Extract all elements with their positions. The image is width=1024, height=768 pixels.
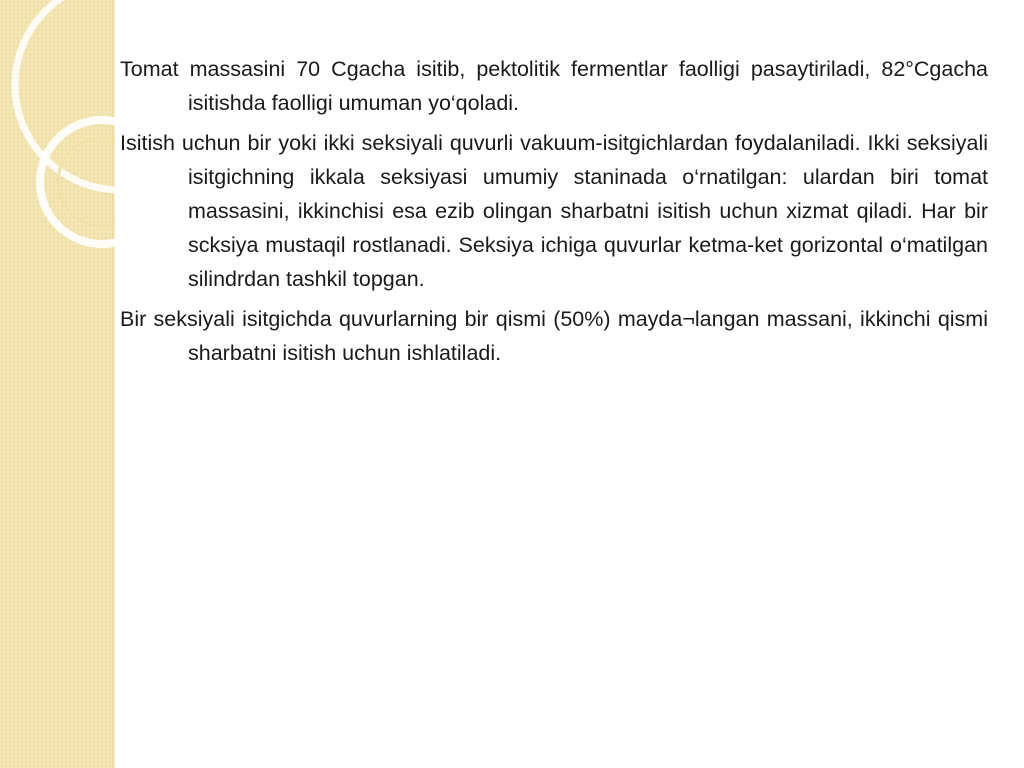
paragraph-single-section-heater: Bir seksiyali isitgichda quvurlarning bir qismi (50%) mayda¬langan massani, ikkinchi qismi sharbatni isitish uchun ishlatiladi. xyxy=(120,307,988,365)
decorative-ring-large xyxy=(15,0,115,190)
paragraph-heating-temperature: Tomat massasini 70 Cgacha isitib, pektolitik fermentlar faolligi pasaytiriladi, 82°Cgacha isitishda faolligi umuman yo‘qoladi. xyxy=(120,57,988,115)
paragraph-vacuum-heaters: Isitish uchun bir yoki ikki seksiyali quvurli vakuum-isitgichlardan foydalaniladi. Ikki seksiyali isitgichning ikkala seksiyasi umumiy staninada o‘rnatilgan: ulardan biri tomat massasini, ikkinchisi esa ezib olingan sharbatni isitish uchun xizmat qiladi. Har bir scksiya mustaqil rostlanadi. Seksiya ichiga quvurlar ketma-ket gorizontal o‘matilgan silindrdan tashkil topgan. xyxy=(120,131,988,291)
slide-body xyxy=(120,52,988,376)
decorative-rings xyxy=(0,0,115,300)
